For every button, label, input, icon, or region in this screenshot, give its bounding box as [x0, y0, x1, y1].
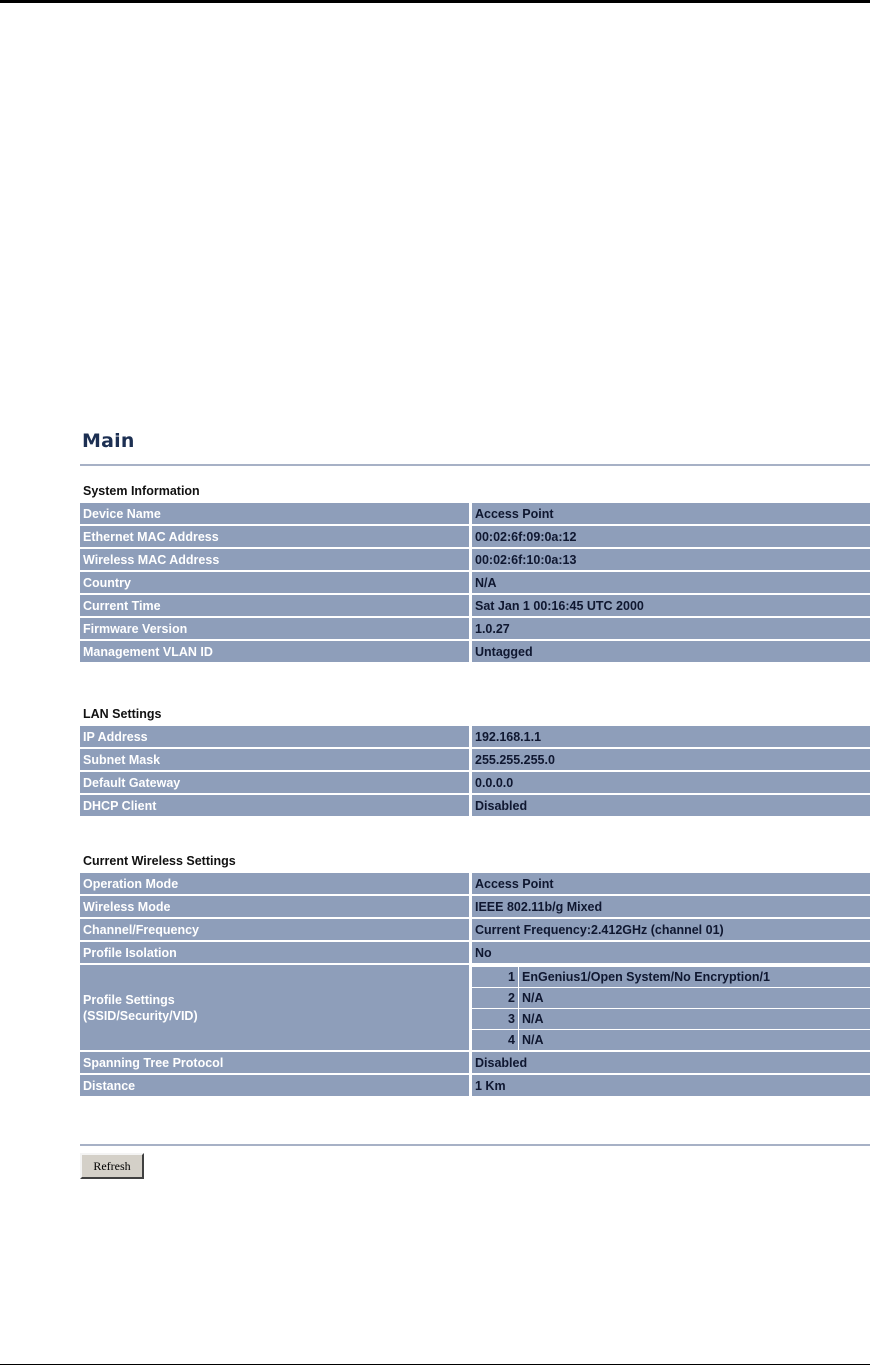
profile-value: N/A	[519, 1030, 870, 1051]
row-label: Distance	[80, 1075, 472, 1096]
table-row	[80, 942, 870, 963]
row-label: Current Time	[80, 595, 472, 616]
row-label: Country	[80, 572, 472, 593]
bottom-page-rule	[0, 1364, 870, 1365]
row-value: 00:02:6f:10:0a:13	[472, 549, 870, 570]
profile-settings-row	[80, 965, 870, 1050]
profile-settings-label	[80, 965, 472, 1050]
table-row	[80, 526, 870, 547]
row-value: Access Point	[472, 873, 870, 894]
row-value: N/A	[472, 572, 870, 593]
row-value: 1 Km	[472, 1075, 870, 1096]
wireless-settings-section	[80, 852, 870, 1098]
row-label: Firmware Version	[80, 618, 472, 639]
table-row	[80, 772, 870, 793]
profile-value: N/A	[519, 988, 870, 1009]
row-value: Disabled	[472, 795, 870, 816]
profile-value: N/A	[519, 1009, 870, 1030]
profile-settings-value	[472, 965, 870, 1050]
section-header-wireless-settings: Current Wireless Settings	[83, 854, 236, 868]
row-value: Untagged	[472, 641, 870, 662]
row-value: 255.255.255.0	[472, 749, 870, 770]
table-row	[80, 919, 870, 940]
profile-value: EnGenius1/Open System/No Encryption/1	[519, 966, 870, 988]
section-header-system-information: System Information	[83, 484, 200, 498]
row-value: 1.0.27	[472, 618, 870, 639]
row-label: Wireless Mode	[80, 896, 472, 917]
page-title: Main	[82, 430, 135, 452]
profile-index: 2	[472, 988, 519, 1009]
table-row	[80, 595, 870, 616]
section-header-lan-settings: LAN Settings	[83, 707, 162, 721]
lan-settings-section	[80, 705, 870, 818]
profile-settings-label-line1: Profile Settings	[83, 992, 175, 1007]
profile-index: 4	[472, 1030, 519, 1051]
row-value: Disabled	[472, 1052, 870, 1073]
row-label: Management VLAN ID	[80, 641, 472, 662]
table-row	[80, 1052, 870, 1073]
table-row	[80, 749, 870, 770]
profile-list-table	[472, 965, 870, 1050]
table-row	[80, 503, 870, 524]
profile-row	[472, 1009, 870, 1030]
table-row	[80, 549, 870, 570]
profile-row	[472, 988, 870, 1009]
row-label: Operation Mode	[80, 873, 472, 894]
row-label: Subnet Mask	[80, 749, 472, 770]
row-value: 0.0.0.0	[472, 772, 870, 793]
row-label: Wireless MAC Address	[80, 549, 472, 570]
lan-settings-table	[80, 724, 870, 818]
table-row	[80, 641, 870, 662]
table-row	[80, 896, 870, 917]
row-value: Current Frequency:2.412GHz (channel 01)	[472, 919, 870, 940]
row-label: Spanning Tree Protocol	[80, 1052, 472, 1073]
profile-row	[472, 966, 870, 988]
wireless-settings-table	[80, 871, 870, 1098]
system-information-section	[80, 482, 870, 664]
profile-index: 3	[472, 1009, 519, 1030]
table-row	[80, 873, 870, 894]
row-label: IP Address	[80, 726, 472, 747]
row-value: Access Point	[472, 503, 870, 524]
table-row	[80, 795, 870, 816]
table-row	[80, 1075, 870, 1096]
row-label: Ethernet MAC Address	[80, 526, 472, 547]
row-label: DHCP Client	[80, 795, 472, 816]
bottom-divider	[80, 1144, 870, 1146]
profile-settings-label-line2: (SSID/Security/VID)	[83, 1008, 198, 1023]
top-page-rule	[0, 0, 870, 3]
row-value: Sat Jan 1 00:16:45 UTC 2000	[472, 595, 870, 616]
profile-row	[472, 1030, 870, 1051]
table-row	[80, 572, 870, 593]
row-label: Device Name	[80, 503, 472, 524]
profile-index: 1	[472, 966, 519, 988]
system-information-table	[80, 501, 870, 664]
row-value: 192.168.1.1	[472, 726, 870, 747]
row-label: Default Gateway	[80, 772, 472, 793]
row-label: Channel/Frequency	[80, 919, 472, 940]
refresh-button[interactable]: Refresh	[80, 1153, 144, 1179]
table-row	[80, 618, 870, 639]
row-value: IEEE 802.11b/g Mixed	[472, 896, 870, 917]
row-label: Profile Isolation	[80, 942, 472, 963]
title-divider	[80, 464, 870, 466]
row-value: No	[472, 942, 870, 963]
row-value: 00:02:6f:09:0a:12	[472, 526, 870, 547]
table-row	[80, 726, 870, 747]
